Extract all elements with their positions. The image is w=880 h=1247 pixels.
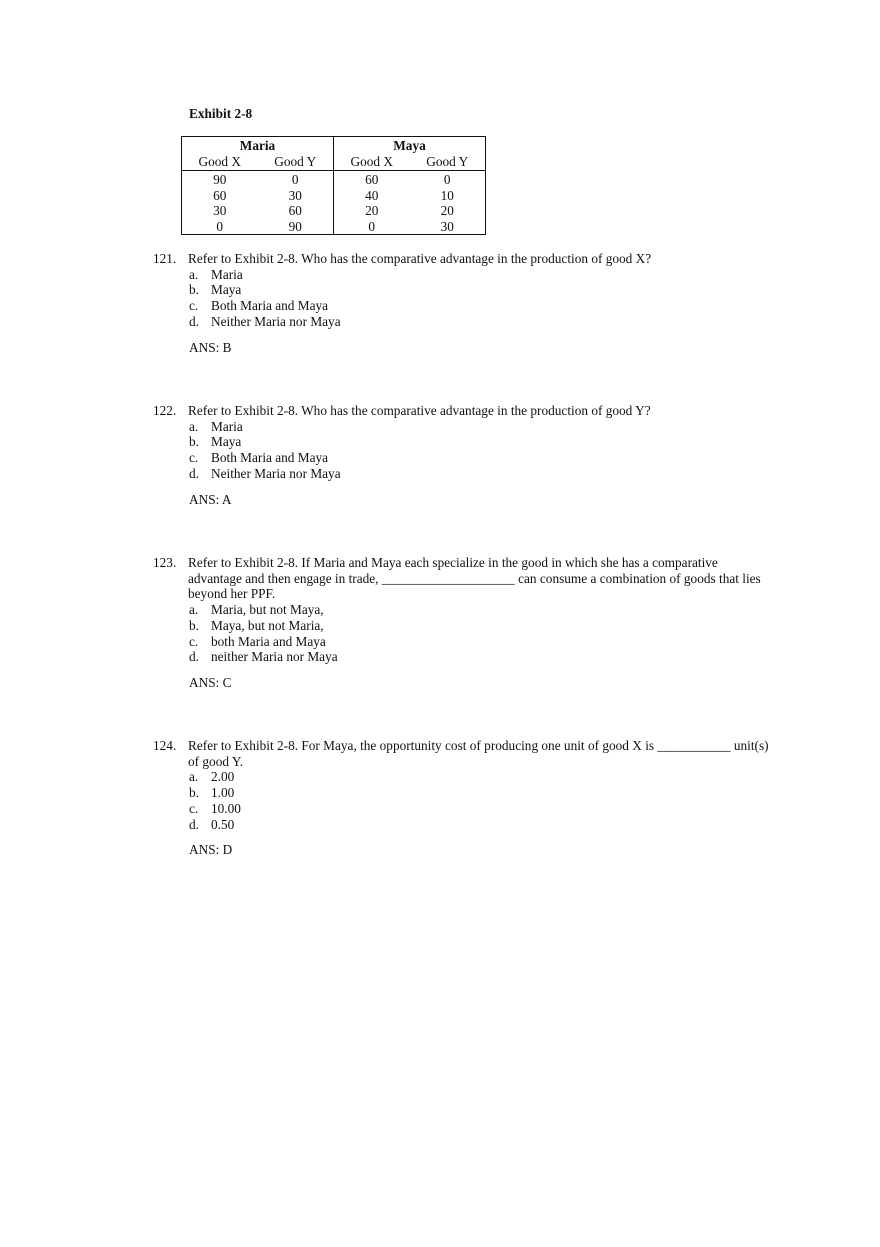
- table-cell: 30: [213, 203, 227, 218]
- exhibit-table: [181, 136, 486, 235]
- option-text: Maria: [211, 418, 243, 434]
- option-d: [189, 817, 770, 833]
- option-letter: d.: [189, 816, 199, 832]
- option-letter: a.: [189, 769, 199, 785]
- table-cell: 60: [288, 203, 302, 218]
- answer-key: ANS: A: [189, 491, 232, 507]
- option-text: Maria, but not Maya,: [211, 602, 324, 618]
- option-text: Maya: [211, 434, 242, 450]
- option-b: [189, 785, 770, 801]
- option-text: Neither Maria nor Maya: [211, 313, 341, 329]
- table-cell: 0: [216, 218, 224, 234]
- option-letter: b.: [189, 785, 199, 801]
- table-row: [182, 219, 486, 235]
- option-list: [150, 769, 770, 832]
- option-b: [189, 282, 770, 298]
- option-text: Maya, but not Maria,: [211, 617, 324, 633]
- option-list: [150, 419, 770, 482]
- option-text: both Maria and Maya: [211, 633, 326, 649]
- option-letter: b.: [189, 617, 199, 633]
- table-row: [182, 203, 486, 219]
- table-cell: 60: [334, 171, 410, 188]
- option-letter: d.: [189, 465, 199, 481]
- option-letter: d.: [189, 649, 199, 665]
- table-cell: 30: [288, 187, 302, 203]
- question-text: Refer to Exhibit 2-8. Who has the comparative advantage in the production of good X?: [188, 251, 652, 266]
- table-row: [182, 188, 486, 204]
- column-header: Good Y: [258, 154, 334, 171]
- option-text: Maria: [211, 266, 243, 282]
- person-header-maya: Maya: [334, 137, 486, 154]
- option-a: [189, 267, 770, 283]
- exhibit-title: Exhibit 2-8: [189, 106, 253, 121]
- column-header: Good Y: [410, 154, 486, 171]
- option-text: 0.50: [211, 816, 235, 832]
- option-c: [189, 634, 770, 650]
- option-letter: b.: [189, 434, 199, 450]
- option-a: [189, 602, 770, 618]
- question-number: 124.: [153, 738, 177, 753]
- option-d: [189, 649, 770, 665]
- option-letter: a.: [189, 418, 199, 434]
- option-d: [189, 314, 770, 330]
- question-122: [150, 403, 770, 507]
- answer-key: ANS: C: [189, 674, 232, 690]
- option-letter: b.: [189, 282, 199, 298]
- option-b: [189, 618, 770, 634]
- table-cell: 90: [288, 218, 302, 234]
- column-header: Good X: [182, 154, 258, 171]
- question-text: Refer to Exhibit 2-8. For Maya, the opportunity cost of producing one unit of good X is ___________ unit(s) of good Y.: [188, 738, 769, 769]
- option-letter: c.: [189, 800, 199, 816]
- table-cell: 30: [440, 218, 454, 234]
- option-a: [189, 769, 770, 785]
- question-stem: [150, 251, 770, 267]
- question-124: [150, 738, 770, 858]
- table-header-people: [182, 137, 486, 154]
- option-text: 2.00: [211, 769, 235, 785]
- column-header: Good X: [334, 154, 410, 171]
- question-stem: [150, 738, 770, 769]
- option-a: [189, 419, 770, 435]
- option-letter: a.: [189, 602, 199, 618]
- option-letter: d.: [189, 313, 199, 329]
- option-text: Both Maria and Maya: [211, 450, 329, 466]
- option-text: neither Maria nor Maya: [211, 649, 338, 665]
- option-letter: c.: [189, 450, 199, 466]
- answer-key: ANS: D: [189, 842, 233, 858]
- option-b: [189, 434, 770, 450]
- question-stem: [150, 403, 770, 419]
- option-c: [189, 450, 770, 466]
- option-letter: a.: [189, 266, 199, 282]
- table-cell: 90: [213, 172, 227, 187]
- option-text: 10.00: [211, 800, 241, 816]
- table-cell: 0: [334, 219, 410, 235]
- table-cell: 20: [334, 203, 410, 219]
- option-letter: c.: [189, 298, 199, 314]
- question-number: 123.: [153, 555, 177, 570]
- table-cell: 0: [443, 172, 451, 187]
- table-cell: 40: [334, 188, 410, 204]
- question-123: [150, 555, 770, 691]
- question-text: Refer to Exhibit 2-8. If Maria and Maya each specialize in the good in which she has a comparative advantage and then engage in trade, ____________________ can consume a combination of goods that lies beyond her PPF.: [188, 555, 761, 602]
- table-header-goods: [182, 154, 486, 171]
- table-row: [182, 171, 486, 188]
- option-text: Both Maria and Maya: [211, 298, 329, 314]
- option-list: [150, 267, 770, 330]
- question-number: 122.: [153, 403, 177, 418]
- option-text: Neither Maria nor Maya: [211, 465, 341, 481]
- option-text: 1.00: [211, 785, 235, 801]
- table-cell: 60: [213, 187, 227, 203]
- question-stem: [150, 555, 770, 602]
- person-header-maria: Maria: [239, 138, 276, 153]
- table-cell: 20: [440, 203, 454, 218]
- option-c: [189, 298, 770, 314]
- option-d: [189, 466, 770, 482]
- table-cell: 0: [291, 172, 299, 187]
- option-c: [189, 801, 770, 817]
- question-text: Refer to Exhibit 2-8. Who has the comparative advantage in the production of good Y?: [188, 403, 651, 418]
- table-cell: 10: [440, 187, 454, 203]
- option-text: Maya: [211, 282, 242, 298]
- answer-key: ANS: B: [189, 339, 232, 355]
- option-list: [150, 602, 770, 665]
- option-letter: c.: [189, 633, 199, 649]
- question-121: [150, 251, 770, 355]
- question-number: 121.: [153, 251, 177, 266]
